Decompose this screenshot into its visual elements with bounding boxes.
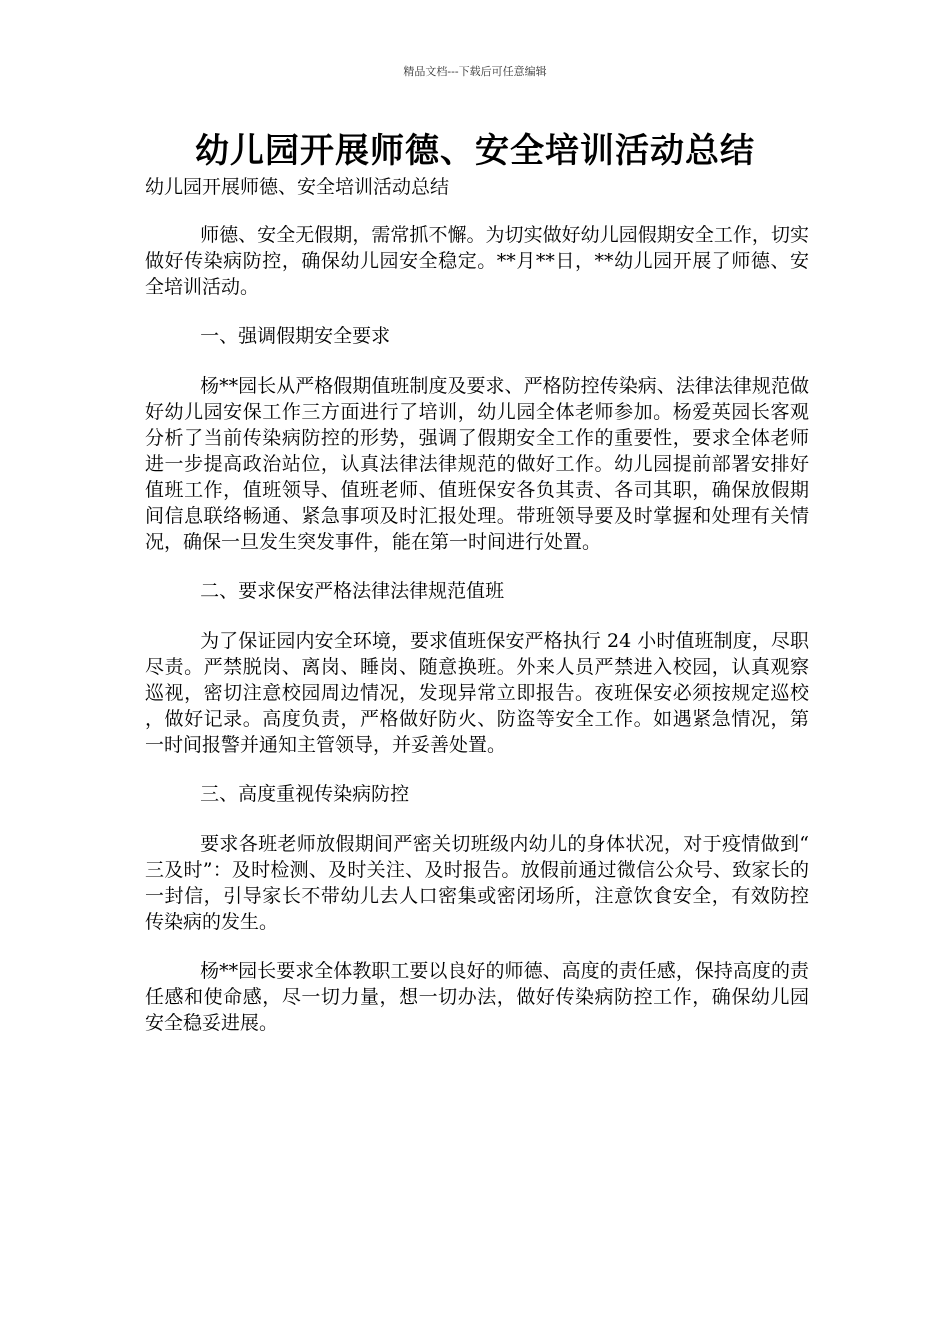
section-paragraph-2: 为了保证园内安全环境，要求值班保安严格执行 24 小时值班制度，尽职尽责。严禁脱岗、离岗、睡岗、随意换班。外来人员严禁进入校园，认真观察巡视，密切注意校园周边情况，发现异常立即报告。夜班保安必须按规定巡校，做好记录。高度负责，严格做好防火、防盗等安全工作。如遇紧急情况，第一时间报警并通知主管领导，并妥善处置。	[145, 630, 809, 756]
section-heading-1: 一、强调假期安全要求	[200, 325, 391, 347]
section-heading-2: 二、要求保安严格法律法律规范值班	[200, 580, 505, 602]
closing-paragraph: 杨**园长要求全体教职工要以良好的师德、高度的责任感，保持高度的责任感和使命感，尽一切力量，想一切办法，做好传染病防控工作，确保幼儿园安全稳妥进展。	[145, 960, 809, 1034]
document-title: 幼儿园开展师德、安全培训活动总结	[195, 131, 755, 171]
page-header-note: 精品文档---下载后可任意编辑	[403, 65, 547, 78]
document-subtitle: 幼儿园开展师德、安全培训活动总结	[145, 176, 450, 198]
intro-paragraph: 师德、安全无假期，需常抓不懈。为切实做好幼儿园假期安全工作，切实做好传染病防控，确保幼儿园安全稳定。**月**日，**幼儿园开展了师德、安全培训活动。	[145, 224, 809, 298]
section-heading-3: 三、高度重视传染病防控	[200, 783, 410, 805]
section-paragraph-1: 杨**园长从严格假期值班制度及要求、严格防控传染病、法律法律规范做好幼儿园安保工作三方面进行了培训，幼儿园全体老师参加。杨爱英园长客观分析了当前传染病防控的形势，强调了假期安全工作的重要性，要求全体老师进一步提高政治站位，认真法律法律规范的做好工作。幼儿园提前部署安排好值班工作，值班领导、值班老师、值班保安各负其责、各司其职，确保放假期间信息联络畅通、紧急事项及时汇报处理。带班领导要及时掌握和处理有关情况，确保一旦发生突发事件，能在第一时间进行处置。	[145, 375, 809, 553]
section-paragraph-3: 要求各班老师放假期间严密关切班级内幼儿的身体状况，对于疫情做到“三及时”：及时检测、及时关注、及时报告。放假前通过微信公众号、致家长的一封信，引导家长不带幼儿去人口密集或密闭场所，注意饮食安全，有效防控传染病的发生。	[145, 833, 809, 933]
document-body	[145, 222, 809, 1059]
